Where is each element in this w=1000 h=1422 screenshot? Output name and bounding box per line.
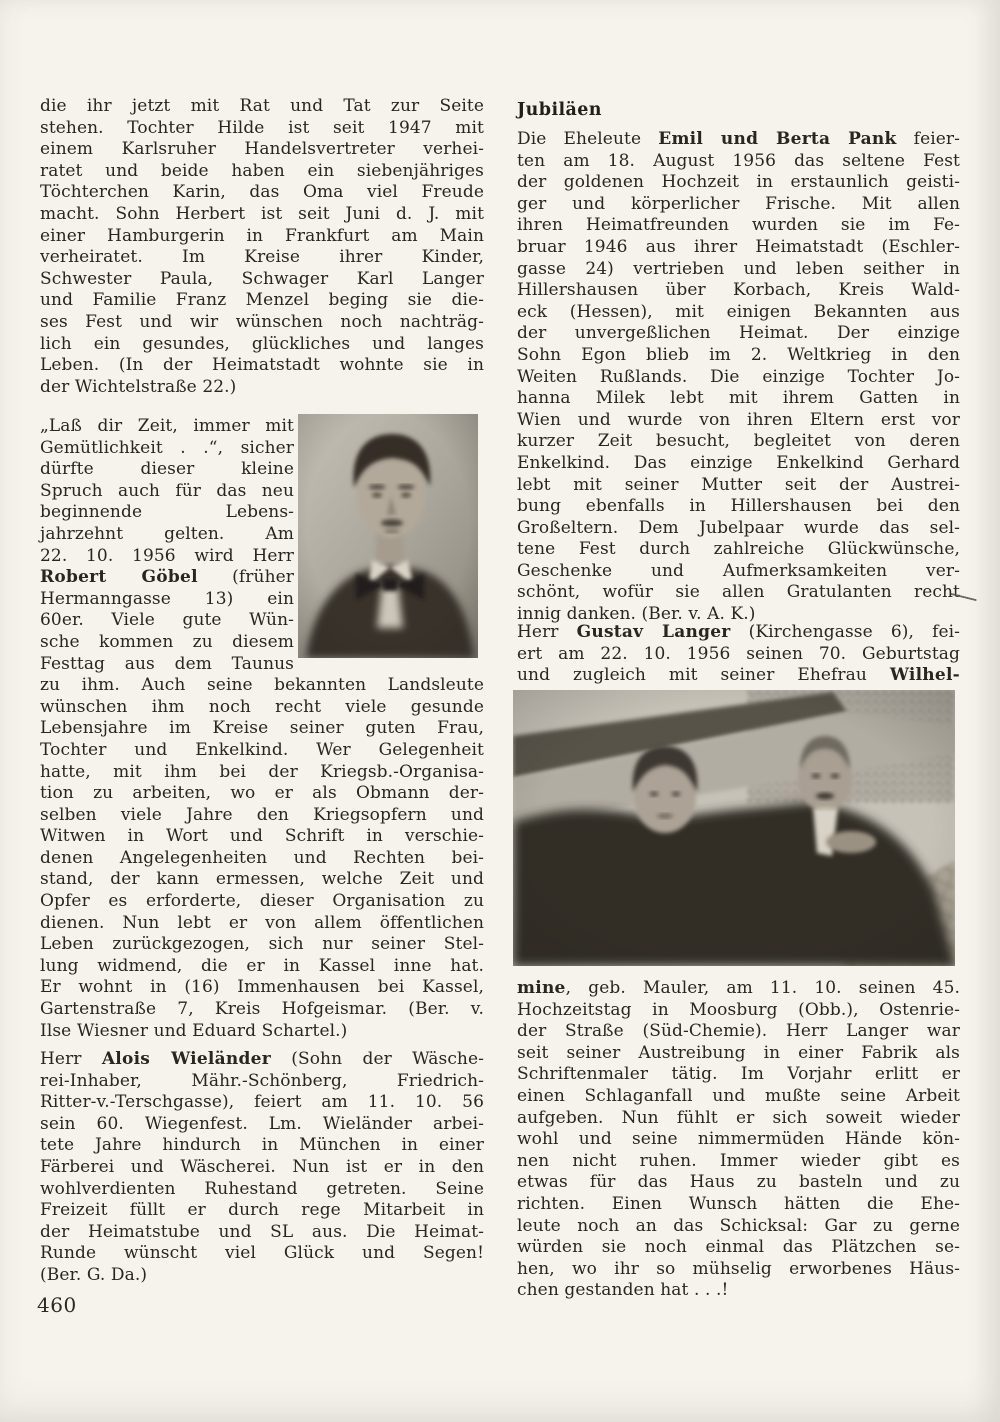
text-line: Hermanngasse 13) ein — [40, 588, 294, 609]
text-line: der Straße (Süd-Chemie). Herr Langer war — [517, 1021, 960, 1042]
couple-photo-gustav-wilhelmine-langer — [513, 690, 955, 966]
text-line: aufgeben. Nun fühlt er sich soweit wieder — [517, 1107, 960, 1128]
text-line: hatte, mit ihm bei der Kriegsb.-Organisa- — [40, 761, 484, 782]
text-line: Sohn Egon blieb im 2. Weltkrieg in den — [517, 344, 960, 365]
text-line: Witwen in Wort und Schrift in verschie- — [40, 826, 484, 847]
text-line: selben viele Jahre den Kriegsopfern und — [40, 804, 484, 825]
text-line: Opfer es erforderte, dieser Organisation zu — [40, 891, 484, 912]
text-line: kurzer Zeit besucht, begleitet von deren — [517, 431, 960, 452]
text-line: Weiten Rußlands. Die einzige Tochter Jo- — [517, 366, 960, 387]
text-line: ihren Heimatfreunden wurden sie im Fe- — [517, 215, 960, 236]
text-line: die ihr jetzt mit Rat und Tat zur Seite — [40, 96, 484, 116]
text-line: schönt, wofür sie allen Gratulanten recht — [517, 582, 960, 603]
text-line: hen, wo ihr so mühselig erworbenes Häus- — [517, 1258, 960, 1279]
text-line: Ritter-v.-Terschgasse), feiert am 11. 10. 56 — [40, 1092, 484, 1113]
text-line: Runde wünscht viel Glück und Segen! — [40, 1243, 484, 1264]
text-line: Färberei und Wäscherei. Nun ist er in den — [40, 1156, 484, 1177]
text-line: mine, geb. Mauler, am 11. 10. seinen 45. — [517, 978, 960, 998]
text-line: seit seiner Austreibung in einer Fabrik als — [517, 1042, 960, 1063]
text-line: Leben. (In der Heimatstadt wohnte sie in — [40, 355, 484, 376]
text-line: „Laß dir Zeit, immer mit — [40, 416, 294, 436]
text-line: stand, der kann ermessen, welche Zeit und — [40, 869, 484, 890]
text-line: bung ebenfalls in Hillershausen bei den — [517, 496, 960, 517]
paragraph-alois-wielaender — [40, 1049, 484, 1287]
text-line: der Wichtelstraße 22.) — [40, 376, 237, 397]
text-line: der unvergeßlichen Heimat. Der einzige — [517, 323, 960, 344]
text-line: Hochzeitstag in Moosburg (Obb.), Ostenrie- — [517, 999, 960, 1020]
paragraph-gustav-langer-rest — [517, 978, 960, 1302]
paragraph-hilde-family — [40, 96, 484, 398]
text-line: Enkelkind. Das einzige Enkelkind Gerhard — [517, 452, 960, 473]
text-line: einer Hamburgerin in Frankfurt am Main — [40, 225, 484, 246]
text-line: macht. Sohn Herbert ist seit Juni d. J. mit — [40, 203, 484, 224]
text-line: rei-Inhaber, Mähr.-Schönberg, Friedrich- — [40, 1070, 484, 1091]
text-line: Ilse Wiesner und Eduard Schartel.) — [40, 1020, 348, 1041]
text-line: ratet und beide haben ein siebenjähriges — [40, 160, 484, 181]
text-line: und Familie Franz Menzel beging sie die- — [40, 290, 484, 311]
paragraph-emil-berta-pank — [517, 129, 960, 626]
portrait-photo-graphic — [298, 414, 478, 658]
text-line: tion zu arbeiten, wo er als Obmann der- — [40, 783, 484, 804]
text-line: zu ihm. Auch seine bekannten Landsleute — [40, 675, 484, 696]
text-line: verheiratet. Im Kreise ihrer Kinder, — [40, 247, 484, 268]
text-line: einen Schlaganfall und mußte seine Arbeit — [517, 1085, 960, 1106]
text-line: Hillershausen über Korbach, Kreis Wald- — [517, 280, 960, 301]
text-line: und zugleich mit seiner Ehefrau Wilhel- — [517, 665, 960, 686]
text-line: der goldenen Hochzeit in erstaunlich geisti- — [517, 172, 960, 193]
text-line: Herr Gustav Langer (Kirchengasse 6), fei- — [517, 622, 960, 642]
text-line: einem Karlsruher Handelsvertreter verhei- — [40, 139, 484, 160]
text-line: Wien und wurde von ihren Eltern erst vor — [517, 409, 960, 430]
text-line: Die Eheleute Emil und Berta Pank feier- — [517, 129, 961, 149]
text-line: beginnende Lebens- — [40, 502, 294, 523]
text-line: würden sie noch einmal das Plätzchen se- — [517, 1237, 960, 1258]
text-line: wünschen ihm noch recht viele gesunde — [40, 696, 484, 717]
text-line: wohlverdienten Ruhestand getreten. Seine — [40, 1178, 484, 1199]
text-line: Er wohnt in (16) Immenhausen bei Kassel, — [40, 977, 484, 998]
text-line: Herr Alois Wieländer (Sohn der Wäsche- — [40, 1049, 484, 1069]
text-line: tete Jahre hindurch in München in einer — [40, 1135, 484, 1156]
text-line: innig danken. (Ber. v. A. K.) — [517, 604, 756, 625]
text-line: ten am 18. August 1956 das seltene Fest — [517, 150, 960, 171]
text-line: Gemütlichkeit . .“, sicher — [40, 437, 294, 458]
text-line: (Ber. G. Da.) — [40, 1264, 148, 1285]
page-number: 460 — [37, 1293, 77, 1317]
paragraph-gustav-langer-intro — [517, 622, 960, 687]
text-line: Geschenke und Aufmerksamkeiten ver- — [517, 560, 960, 581]
text-line: chen gestanden hat . . .! — [517, 1280, 729, 1301]
text-line: hanna Milek lebt mit ihrem Gatten in — [517, 388, 960, 409]
text-line: dienen. Nun lebt er von allem öffentlichen — [40, 912, 484, 933]
text-line: 60er. Viele gute Wün- — [40, 610, 294, 631]
text-line: Schriftenmaler tätig. Im Vorjahr erlitt er — [517, 1064, 960, 1085]
text-line: 22. 10. 1956 wird Herr — [40, 545, 294, 566]
text-line: eck (Hessen), mit einigen Bekannten aus — [517, 301, 960, 322]
section-heading-jubilaeen: Jubiläen — [517, 100, 602, 120]
text-line: bruar 1946 aus ihrer Heimatstadt (Eschler- — [517, 236, 960, 257]
text-line: Robert Göbel (früher — [40, 567, 295, 588]
text-line: lebt mit seiner Mutter seit der Austrei- — [517, 474, 960, 495]
couple-photo-graphic — [513, 690, 955, 966]
text-line: sein 60. Wiegenfest. Lm. Wieländer arbei- — [40, 1113, 484, 1134]
text-line: Freizeit füllt er durch rege Mitarbeit in — [40, 1200, 484, 1221]
text-line: wohl und seine nimmermüden Hände kön- — [517, 1129, 960, 1150]
text-line: etwas für das Haus zu basteln und zu — [517, 1172, 960, 1193]
text-line: Festtag aus dem Taunus — [40, 653, 294, 674]
text-line: nen nicht ruhen. Immer wieder gibt es — [517, 1150, 960, 1171]
text-line: sche kommen zu diesem — [40, 631, 294, 652]
portrait-photo-robert-goebel — [298, 414, 478, 658]
text-line: Tochter und Enkelkind. Wer Gelegenheit — [40, 739, 484, 760]
text-line: Töchterchen Karin, das Oma viel Freude — [40, 182, 484, 203]
text-line: Spruch auch für das neu — [40, 480, 294, 501]
text-line: Lebensjahre im Kreise seiner guten Frau, — [40, 718, 484, 739]
text-line: Gartenstraße 7, Kreis Hofgeismar. (Ber. v. — [40, 999, 484, 1020]
text-line: Großeltern. Dem Jubelpaar wurde das sel- — [517, 517, 960, 538]
text-line: Schwester Paula, Schwager Karl Langer — [40, 268, 484, 289]
text-line: ert am 22. 10. 1956 seinen 70. Geburtstag — [517, 643, 960, 664]
text-line: denen Angelegenheiten und Rechten bei- — [40, 847, 484, 868]
text-line: tene Fest durch zahlreiche Glückwünsche, — [517, 539, 960, 560]
text-line: leute noch an das Schicksal: Gar zu gerne — [517, 1215, 960, 1236]
text-line: der Heimatstube und SL aus. Die Heimat- — [40, 1221, 484, 1242]
text-line: lich ein gesundes, glückliches und langes — [40, 333, 484, 354]
text-line: gasse 24) vertrieben und leben seither in — [517, 258, 960, 279]
text-line: ger und körperlicher Frische. Mit allen — [517, 193, 960, 214]
text-line: dürfte dieser kleine — [40, 459, 294, 480]
text-line: stehen. Tochter Hilde ist seit 1947 mit — [40, 117, 484, 138]
text-line: jahrzehnt gelten. Am — [40, 523, 294, 544]
text-line: Leben zurückgezogen, sich nur seiner Stel- — [40, 934, 484, 955]
text-line: lung widmend, die er in Kassel inne hat. — [40, 955, 484, 976]
text-line: richten. Einen Wunsch hätten die Ehe- — [517, 1193, 960, 1214]
text-line: ses Fest und wir wünschen noch nachträg- — [40, 311, 484, 332]
